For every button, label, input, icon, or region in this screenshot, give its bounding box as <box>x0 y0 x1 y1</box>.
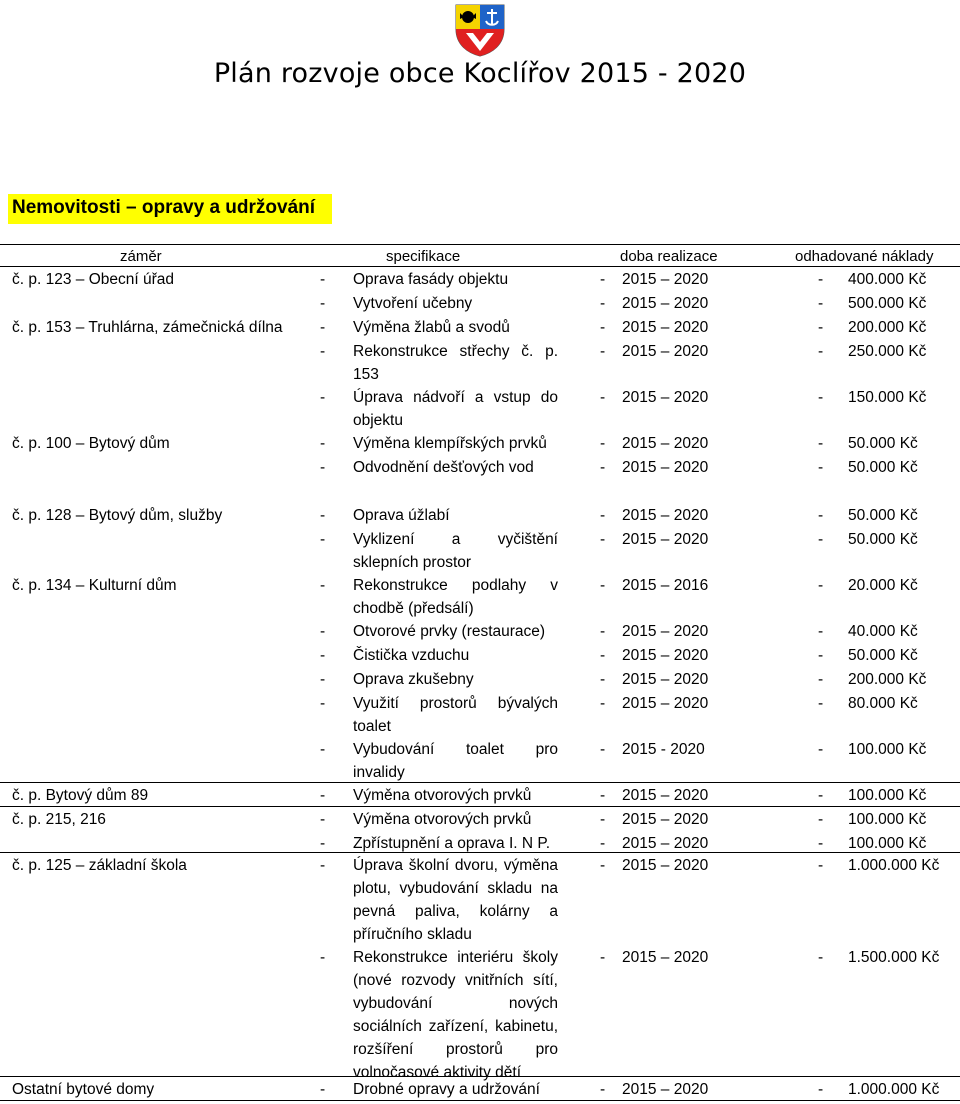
bullet-dash: - <box>320 435 326 452</box>
bullet-dash: - <box>320 531 326 548</box>
specification: Rekonstrukce podlahy v chodbě (předsálí) <box>353 577 558 617</box>
bullet-dash: - <box>818 271 824 288</box>
bullet-dash: - <box>320 319 326 336</box>
specification: Oprava fasády objektu <box>353 271 509 288</box>
realization-period: 2015 – 2020 <box>622 787 709 804</box>
bullet-dash: - <box>600 787 606 804</box>
estimated-cost: 50.000 Kč <box>848 459 918 476</box>
bullet-dash: - <box>320 671 326 688</box>
specification: Rekonstrukce interiéru školy (nové rozvody vnitřních sítí, vybudování nových sociálních zařízení, kabinetu, rozšíření prostorů pro volnočasové aktivity dětí <box>353 949 558 1081</box>
estimated-cost: 40.000 Kč <box>848 623 918 640</box>
estimated-cost: 50.000 Kč <box>848 647 918 664</box>
page-title: Plán rozvoje obce Koclířov 2015 - 2020 <box>213 58 747 89</box>
bullet-dash: - <box>320 811 326 828</box>
estimated-cost: 250.000 Kč <box>848 343 927 360</box>
bullet-dash: - <box>818 835 824 852</box>
bullet-dash: - <box>818 531 824 548</box>
specification: Oprava zkušebny <box>353 671 474 688</box>
row-name: č. p. 215, 216 <box>12 811 106 828</box>
table-header <box>0 244 960 267</box>
specification: Využití prostorů bývalých toalet <box>353 695 558 735</box>
specification: Vytvoření učebny <box>353 295 473 312</box>
list-item <box>0 946 960 1081</box>
list-item <box>0 456 960 479</box>
realization-period: 2015 – 2020 <box>622 459 709 476</box>
estimated-cost: 100.000 Kč <box>848 787 927 804</box>
bullet-dash: - <box>818 507 824 524</box>
realization-period: 2015 – 2020 <box>622 835 709 852</box>
specification: Vybudování toalet pro invalidy <box>353 741 558 781</box>
bullet-dash: - <box>320 459 326 476</box>
bullet-dash: - <box>818 319 824 336</box>
bullet-dash: - <box>320 623 326 640</box>
bullet-dash: - <box>320 507 326 524</box>
list-item <box>0 316 960 339</box>
list-item <box>0 292 960 315</box>
estimated-cost: 100.000 Kč <box>848 741 927 758</box>
estimated-cost: 200.000 Kč <box>848 671 927 688</box>
estimated-cost: 1.000.000 Kč <box>848 857 940 874</box>
bullet-dash: - <box>818 435 824 452</box>
bullet-dash: - <box>600 811 606 828</box>
realization-period: 2015 – 2020 <box>622 531 709 548</box>
bullet-dash: - <box>320 835 326 852</box>
estimated-cost: 500.000 Kč <box>848 295 927 312</box>
list-item <box>0 386 960 429</box>
list-item <box>0 832 960 855</box>
bullet-dash: - <box>600 319 606 336</box>
bullet-dash: - <box>600 343 606 360</box>
estimated-cost: 1.500.000 Kč <box>848 949 940 966</box>
row-name: č. p. 134 – Kulturní dům <box>12 577 177 594</box>
bullet-dash: - <box>320 647 326 664</box>
bullet-dash: - <box>600 647 606 664</box>
realization-period: 2015 – 2020 <box>622 343 709 360</box>
row-name: č. p. 153 – Truhlárna, zámečnická dílna <box>12 319 283 336</box>
bullet-dash: - <box>320 949 326 966</box>
realization-period: 2015 – 2020 <box>622 949 709 966</box>
list-item <box>0 268 960 291</box>
realization-period: 2015 – 2020 <box>622 811 709 828</box>
realization-period: 2015 – 2016 <box>622 577 709 594</box>
bullet-dash: - <box>320 787 326 804</box>
bullet-dash: - <box>600 389 606 406</box>
realization-period: 2015 – 2020 <box>622 295 709 312</box>
specification: Úprava nádvoří a vstup do objektu <box>353 389 558 429</box>
coat-of-arms-logo <box>454 3 506 57</box>
row-name: č. p. 123 – Obecní úřad <box>12 271 174 288</box>
estimated-cost: 50.000 Kč <box>848 507 918 524</box>
list-item <box>0 620 960 643</box>
table-row <box>0 268 960 316</box>
row-divider <box>0 266 960 267</box>
bullet-dash: - <box>818 343 824 360</box>
bullet-dash: - <box>320 389 326 406</box>
estimated-cost: 150.000 Kč <box>848 389 927 406</box>
bullet-dash: - <box>818 695 824 712</box>
bullet-dash: - <box>600 857 606 874</box>
bullet-dash: - <box>818 1081 824 1098</box>
bullet-dash: - <box>818 389 824 406</box>
list-item <box>0 574 960 617</box>
specification: Výměna klempířských prvků <box>353 435 547 452</box>
table-row <box>0 854 960 1081</box>
list-item <box>0 432 960 455</box>
specification: Výměna otvorových prvků <box>353 811 532 828</box>
specification: Vyklizení a vyčištění sklepních prostor <box>353 531 558 571</box>
list-item <box>0 738 960 781</box>
estimated-cost: 20.000 Kč <box>848 577 918 594</box>
specification: Otvorové prvky (restaurace) <box>353 623 546 640</box>
bullet-dash: - <box>600 671 606 688</box>
realization-period: 2015 – 2020 <box>622 435 709 452</box>
column-header: záměr <box>120 248 162 265</box>
column-header: odhadované náklady <box>795 248 934 265</box>
realization-period: 2015 – 2020 <box>622 1081 709 1098</box>
bullet-dash: - <box>320 577 326 594</box>
estimated-cost: 50.000 Kč <box>848 531 918 548</box>
bullet-dash: - <box>600 695 606 712</box>
specification: Oprava úžlabí <box>353 507 450 524</box>
list-item <box>0 784 960 807</box>
table-row <box>0 1078 960 1102</box>
estimated-cost: 1.000.000 Kč <box>848 1081 940 1098</box>
list-item <box>0 528 960 571</box>
bullet-dash: - <box>320 857 326 874</box>
table-row <box>0 316 960 432</box>
estimated-cost: 100.000 Kč <box>848 811 927 828</box>
list-item <box>0 668 960 691</box>
row-name: Ostatní bytové domy <box>12 1081 155 1098</box>
realization-period: 2015 – 2020 <box>622 671 709 688</box>
realization-period: 2015 – 2020 <box>622 507 709 524</box>
bullet-dash: - <box>320 1081 326 1098</box>
bullet-dash: - <box>818 647 824 664</box>
column-header: doba realizace <box>620 248 718 265</box>
estimated-cost: 80.000 Kč <box>848 695 918 712</box>
row-name: č. p. 128 – Bytový dům, služby <box>12 507 223 524</box>
bullet-dash: - <box>600 577 606 594</box>
bullet-dash: - <box>818 577 824 594</box>
bullet-dash: - <box>600 835 606 852</box>
row-name: č. p. Bytový dům 89 <box>12 787 149 804</box>
realization-period: 2015 – 2020 <box>622 857 709 874</box>
list-item <box>0 340 960 383</box>
table-row <box>0 432 960 478</box>
section-heading <box>8 194 332 224</box>
row-name: č. p. 100 – Bytový dům <box>12 435 170 452</box>
bullet-dash: - <box>320 295 326 312</box>
realization-period: 2015 – 2020 <box>622 319 709 336</box>
realization-period: 2015 - 2020 <box>622 741 705 758</box>
specification: Zpřístupnění a oprava I. N P. <box>353 835 551 852</box>
realization-period: 2015 – 2020 <box>622 623 709 640</box>
column-header: specifikace <box>386 248 461 265</box>
realization-period: 2015 – 2020 <box>622 271 709 288</box>
bullet-dash: - <box>600 459 606 476</box>
estimated-cost: 100.000 Kč <box>848 835 927 852</box>
specification: Čistička vzduchu <box>353 647 470 664</box>
bullet-dash: - <box>600 949 606 966</box>
section-title: Nemovitosti – opravy a udržování <box>12 197 316 218</box>
realization-period: 2015 – 2020 <box>622 647 709 664</box>
bullet-dash: - <box>320 271 326 288</box>
bullet-dash: - <box>818 295 824 312</box>
bullet-dash: - <box>600 507 606 524</box>
bullet-dash: - <box>818 787 824 804</box>
bullet-dash: - <box>320 741 326 758</box>
bullet-dash: - <box>818 741 824 758</box>
specification: Odvodnění dešťových vod <box>353 459 534 476</box>
bullet-dash: - <box>600 623 606 640</box>
bullet-dash: - <box>818 671 824 688</box>
specification: Drobné opravy a udržování <box>353 1081 540 1098</box>
row-name: č. p. 125 – základní škola <box>12 857 187 874</box>
table-row <box>0 784 960 808</box>
list-item <box>0 504 960 527</box>
list-item <box>0 644 960 667</box>
specification: Rekonstrukce střechy č. p. 153 <box>353 343 558 383</box>
bullet-dash: - <box>320 695 326 712</box>
bullet-dash: - <box>818 949 824 966</box>
estimated-cost: 200.000 Kč <box>848 319 927 336</box>
table-row <box>0 504 960 574</box>
bullet-dash: - <box>818 459 824 476</box>
specification: Výměna žlabů a svodů <box>353 319 510 336</box>
bullet-dash: - <box>818 857 824 874</box>
list-item <box>0 692 960 735</box>
bullet-dash: - <box>600 271 606 288</box>
realization-period: 2015 – 2020 <box>622 695 709 712</box>
list-item <box>0 808 960 831</box>
specification: Výměna otvorových prvků <box>353 787 532 804</box>
bullet-dash: - <box>320 343 326 360</box>
bullet-dash: - <box>600 295 606 312</box>
estimated-cost: 50.000 Kč <box>848 435 918 452</box>
table-row <box>0 808 960 854</box>
table-row <box>0 574 960 784</box>
bullet-dash: - <box>600 741 606 758</box>
estimated-cost: 400.000 Kč <box>848 271 927 288</box>
specification: Úprava školní dvoru, výměna plotu, vybudování skladu na pevná paliva, kolárny a příručního skladu <box>353 857 558 943</box>
bullet-dash: - <box>818 811 824 828</box>
list-item <box>0 1078 960 1101</box>
list-item <box>0 854 960 943</box>
bullet-dash: - <box>600 1081 606 1098</box>
bullet-dash: - <box>600 531 606 548</box>
bullet-dash: - <box>600 435 606 452</box>
realization-period: 2015 – 2020 <box>622 389 709 406</box>
bullet-dash: - <box>818 623 824 640</box>
